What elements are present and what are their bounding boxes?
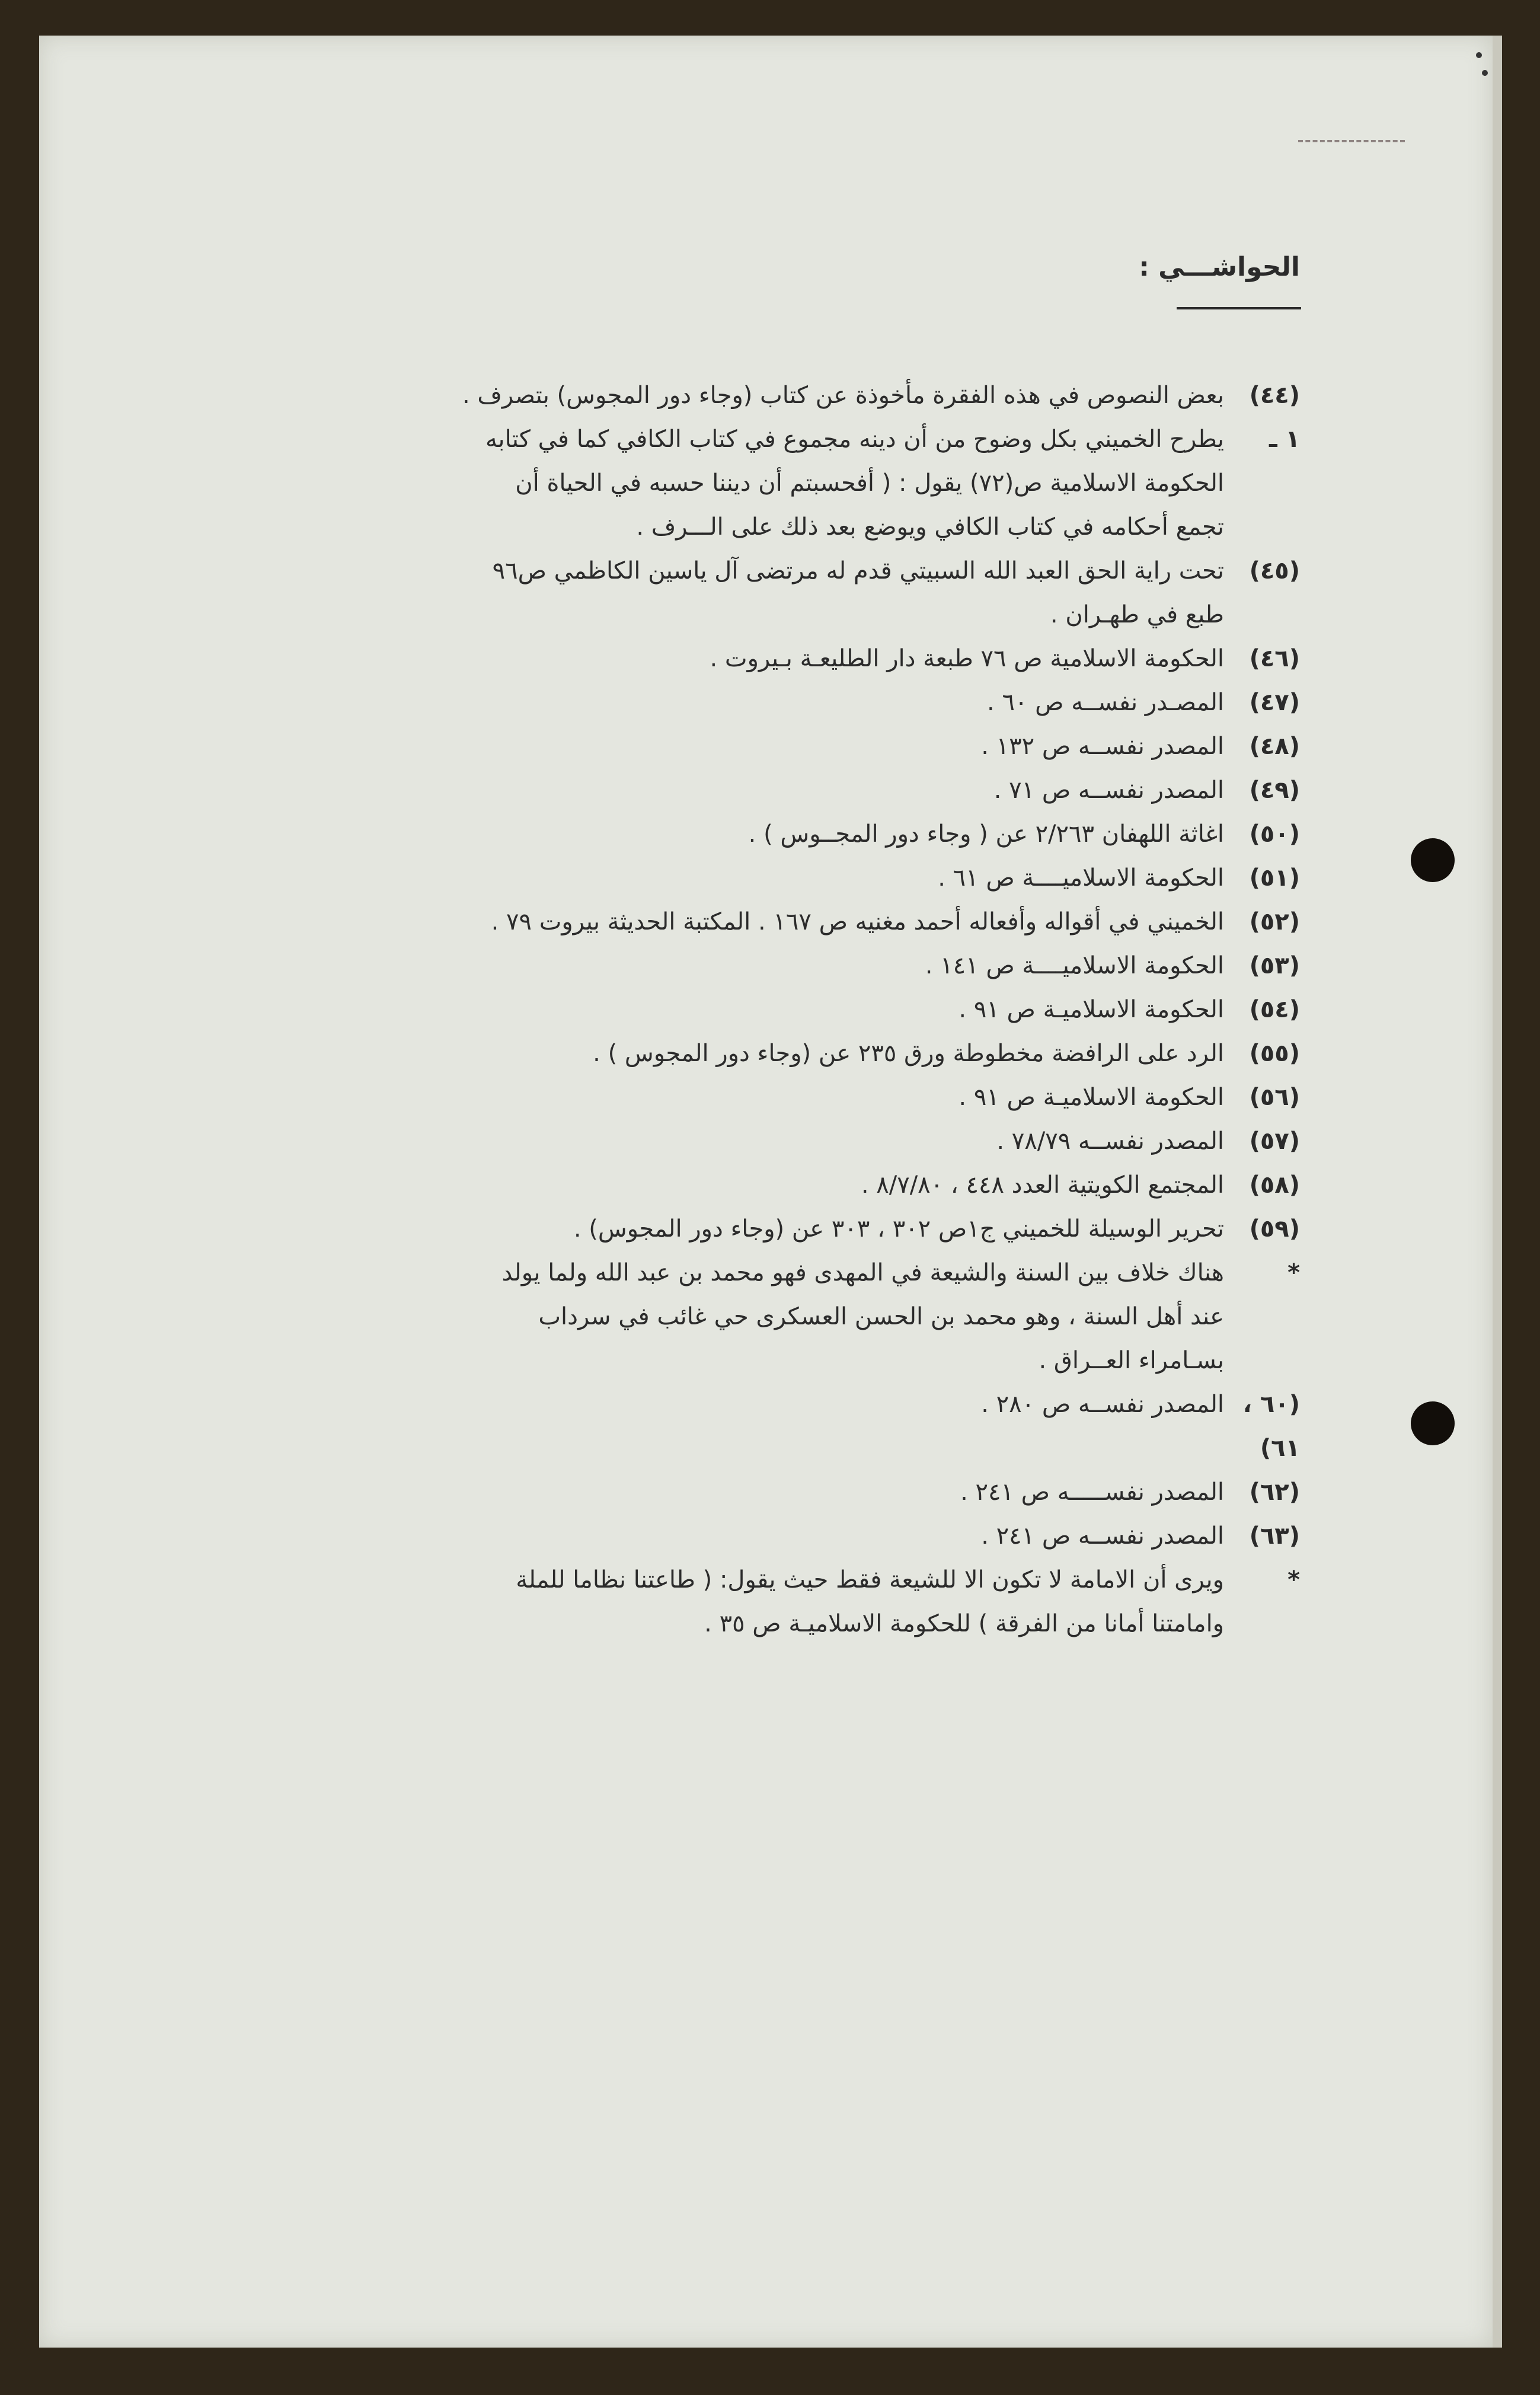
footnote-marker: (٥٦) bbox=[1249, 1084, 1300, 1111]
footnote-line: هناك خلاف بين السنة والشيعة في المهدى فهو محمد بن عبد الله ولما يولد bbox=[501, 1259, 1224, 1286]
footnote-item bbox=[446, 724, 1300, 768]
footnote-item bbox=[446, 1514, 1300, 1558]
footnote-line: الرد على الرافضة مخطوطة ورق ٢٣٥ عن (وجاء دور المجوس ) . bbox=[593, 1040, 1224, 1067]
footnote-marker: (٥٣) bbox=[1249, 952, 1300, 979]
footnote-item bbox=[446, 681, 1300, 724]
footnote-marker: (٥٠) bbox=[1249, 820, 1300, 848]
heading-underline bbox=[1177, 307, 1301, 309]
footnote-line: المصدر نفســه ص ٢٤١ . bbox=[981, 1522, 1224, 1550]
footnote-line: ويرى أن الامامة لا تكون الا للشيعة فقط حيث يقول: ( طاعتنا نظاما للملة bbox=[516, 1566, 1224, 1594]
footnote-marker: (٥٨) bbox=[1249, 1171, 1300, 1199]
footnote-marker: (٤٦) bbox=[1249, 645, 1300, 672]
footnote-text bbox=[446, 637, 1224, 681]
footnote-text bbox=[446, 1032, 1224, 1075]
footnote-text bbox=[446, 988, 1224, 1032]
footnote-item bbox=[446, 1163, 1300, 1207]
footnote-item bbox=[446, 856, 1300, 900]
footnote-marker: (٥٤) bbox=[1249, 996, 1300, 1023]
footnote-marker: (٤٥) bbox=[1249, 557, 1300, 585]
footnote-marker: * bbox=[1287, 1259, 1300, 1286]
footnote-item bbox=[446, 1558, 1300, 1646]
footnote-line: المصدر نفســـــه ص ٢٤١ . bbox=[960, 1478, 1224, 1506]
footnote-item bbox=[446, 768, 1300, 812]
punch-hole bbox=[1411, 1401, 1455, 1445]
footnote-marker: (٥٩) bbox=[1249, 1215, 1300, 1243]
footnote-marker: * bbox=[1287, 1566, 1300, 1594]
footnote-item bbox=[446, 549, 1300, 637]
footnote-marker: (٦٠ ، ٦١) bbox=[1242, 1391, 1300, 1462]
footnote-text bbox=[446, 1470, 1224, 1514]
footnote-text bbox=[446, 724, 1224, 768]
footnote-item bbox=[446, 1382, 1300, 1470]
footnote-marker: (٦٣) bbox=[1249, 1522, 1300, 1550]
footnote-text bbox=[446, 1251, 1224, 1382]
footnote-text bbox=[446, 549, 1224, 637]
footnote-line: المصدر نفســه ٧٨/٧٩ . bbox=[996, 1128, 1224, 1155]
footnote-item bbox=[446, 1251, 1300, 1382]
footnote-text bbox=[446, 1382, 1224, 1426]
footnote-line: اغاثة اللهفان ٢/٢٦٣ عن ( وجاء دور المجــوس ) . bbox=[748, 820, 1224, 848]
footnote-line: عند أهل السنة ، وهو محمد بن الحسن العسكرى حي غائب في سرداب bbox=[538, 1303, 1224, 1330]
footnote-line: المصـدر نفســه ص ٦٠ . bbox=[987, 689, 1224, 716]
footnote-line: الحكومة الاسلاميــــة ص ٦١ . bbox=[938, 864, 1224, 892]
footnote-text bbox=[446, 417, 1224, 549]
footnote-marker: (٥٥) bbox=[1249, 1040, 1300, 1067]
footnote-text bbox=[446, 1514, 1224, 1558]
footnote-text bbox=[446, 812, 1224, 856]
pen-dash-mark bbox=[1298, 140, 1405, 154]
page-title: الحواشـــي : bbox=[1139, 252, 1300, 282]
footnote-line: تحت راية الحق العبد الله السبيتي قدم له مرتضى آل ياسين الكاظمي ص٩٦ bbox=[492, 557, 1224, 585]
footnote-line: الحكومة الاسلاميـة ص ٩١ . bbox=[958, 1084, 1224, 1111]
footnotes-list bbox=[446, 373, 1300, 1646]
footnote-item bbox=[446, 1207, 1300, 1251]
footnote-text bbox=[446, 1075, 1224, 1119]
footnote-line: الخميني في أقواله وأفعاله أحمد مغنيه ص ١٦٧ . المكتبة الحديثة بيروت ٧٩ . bbox=[491, 908, 1224, 935]
footnote-text bbox=[446, 1558, 1224, 1646]
footnote-item bbox=[446, 1075, 1300, 1119]
footnote-marker: (٤٩) bbox=[1249, 777, 1300, 804]
footnote-item bbox=[446, 944, 1300, 988]
footnote-text bbox=[446, 373, 1224, 417]
footnote-line: الحكومة الاسلامية ص(٧٢) يقول : ( أفحسبتم أن ديننا حسبه في الحياة أن bbox=[515, 470, 1224, 497]
footnote-text bbox=[446, 681, 1224, 724]
footnote-line: يطرح الخميني بكل وضوح من أن دينه مجموع في كتاب الكافي كما في كتابه bbox=[485, 426, 1224, 453]
footnote-item bbox=[446, 373, 1300, 417]
footnote-marker: (٦٢) bbox=[1249, 1478, 1300, 1506]
footnote-text bbox=[446, 1119, 1224, 1163]
footnote-line: تجمع أحكامه في كتاب الكافي ويوضع بعد ذلك على الـــرف . bbox=[636, 513, 1224, 541]
footnote-item bbox=[446, 1470, 1300, 1514]
footnote-line: المصدر نفســه ص ١٣٢ . bbox=[981, 733, 1224, 760]
footnote-marker: (٥٢) bbox=[1249, 908, 1300, 935]
punch-hole bbox=[1411, 838, 1455, 882]
footnote-marker: (٥١) bbox=[1249, 864, 1300, 892]
footnote-item bbox=[446, 1032, 1300, 1075]
footnote-item bbox=[446, 417, 1300, 549]
footnote-item bbox=[446, 988, 1300, 1032]
footnote-marker: (٤٨) bbox=[1249, 733, 1300, 760]
ink-dot bbox=[1482, 70, 1488, 76]
footnote-marker: (٥٧) bbox=[1249, 1128, 1300, 1155]
footnote-item bbox=[446, 812, 1300, 856]
footnote-item bbox=[446, 637, 1300, 681]
footnote-marker: (٤٤) bbox=[1249, 382, 1300, 409]
footnote-line: بعض النصوص في هذه الفقرة مأخوذة عن كتاب (وجاء دور المجوس) بتصرف . bbox=[462, 382, 1224, 409]
footnote-line: وامامتنا أمانا من الفرقة ) للحكومة الاسلاميـة ص ٣٥ . bbox=[704, 1610, 1224, 1637]
footnote-text bbox=[446, 900, 1224, 944]
footnote-line: الحكومة الاسلامية ص ٧٦ طبعة دار الطليعـة بـيروت . bbox=[710, 645, 1224, 672]
footnote-marker: ١ ـ bbox=[1269, 426, 1300, 453]
footnote-text bbox=[446, 1163, 1224, 1207]
footnote-line: المصدر نفســه ص ٧١ . bbox=[993, 777, 1224, 804]
footnote-line: بسـامراء العــراق . bbox=[1039, 1347, 1224, 1374]
footnote-text bbox=[446, 1207, 1224, 1251]
footnote-marker: (٤٧) bbox=[1249, 689, 1300, 716]
footnote-item bbox=[446, 1119, 1300, 1163]
footnote-line: الحكومة الاسلاميـة ص ٩١ . bbox=[958, 996, 1224, 1023]
footnote-text bbox=[446, 856, 1224, 900]
footnote-line: طبع في طهـران . bbox=[1050, 601, 1224, 628]
footnote-line: المجتمع الكويتية العدد ٤٤٨ ، ٨/٧/٨٠ . bbox=[861, 1171, 1224, 1199]
footnote-text bbox=[446, 768, 1224, 812]
footnote-line: تحرير الوسيلة للخميني ج١ص ٣٠٢ ، ٣٠٣ عن (وجاء دور المجوس) . bbox=[573, 1215, 1224, 1243]
footnote-item bbox=[446, 900, 1300, 944]
footnote-line: المصدر نفســه ص ٢٨٠ . bbox=[981, 1391, 1224, 1418]
footnote-line: الحكومة الاسلاميــــة ص ١٤١ . bbox=[925, 952, 1224, 979]
footnote-text bbox=[446, 944, 1224, 988]
ink-dot bbox=[1476, 52, 1482, 58]
page-edge bbox=[1493, 36, 1502, 2348]
